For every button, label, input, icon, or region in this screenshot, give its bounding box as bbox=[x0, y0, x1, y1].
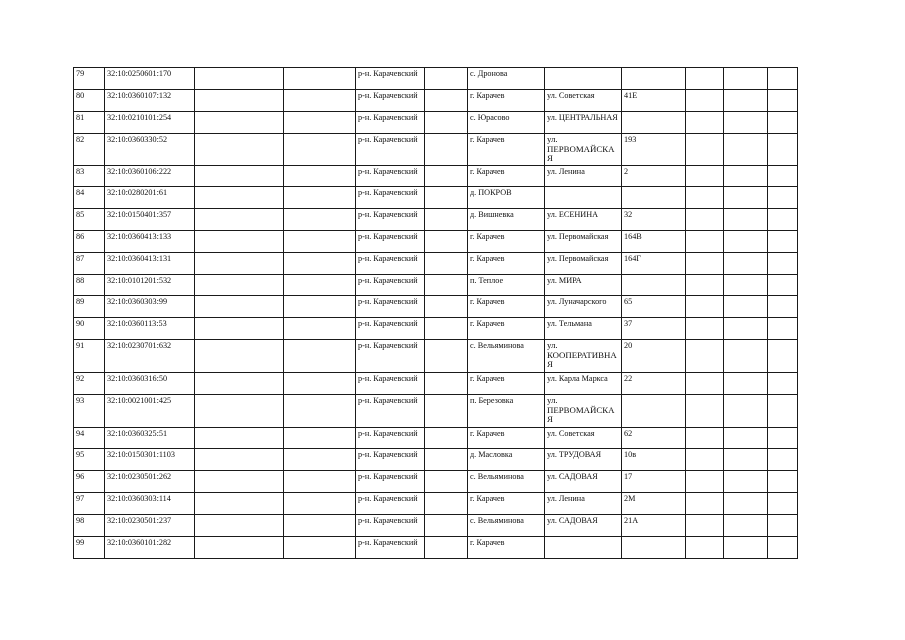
locality-cell: г. Карачев bbox=[468, 493, 545, 515]
cell-6-cell bbox=[425, 515, 468, 537]
cell-10-cell bbox=[686, 253, 724, 275]
district-cell: р-н. Карачевский bbox=[356, 112, 425, 134]
street-cell: ул. Советская bbox=[545, 90, 622, 112]
cell-4-cell bbox=[284, 275, 356, 296]
row-number-cell: 83 bbox=[74, 166, 105, 187]
cell-11-cell bbox=[724, 166, 768, 187]
cell-10-cell bbox=[686, 187, 724, 209]
street-cell: ул. ПЕРВОМАЙСКАЯ bbox=[545, 134, 622, 166]
cell-3-cell bbox=[195, 340, 284, 373]
district-cell: р-н. Карачевский bbox=[356, 166, 425, 187]
cell-11-cell bbox=[724, 537, 768, 559]
cadastral-number-cell: 32:10:0360325:51 bbox=[105, 428, 195, 449]
cadastral-number-cell: 32:10:0360107:132 bbox=[105, 90, 195, 112]
cell-3-cell bbox=[195, 428, 284, 449]
table-row bbox=[74, 187, 798, 209]
row-number-cell: 79 bbox=[74, 68, 105, 90]
street-cell: ул. Советская bbox=[545, 428, 622, 449]
street-cell: ул. Ленина bbox=[545, 493, 622, 515]
cell-6-cell bbox=[425, 112, 468, 134]
house-number-cell bbox=[622, 275, 686, 296]
locality-cell: с. Вельяминова bbox=[468, 471, 545, 493]
registry-body bbox=[74, 68, 798, 559]
cell-6-cell bbox=[425, 166, 468, 187]
table-row bbox=[74, 231, 798, 253]
cell-6-cell bbox=[425, 373, 468, 395]
cell-12-cell bbox=[768, 428, 798, 449]
street-cell: ул. ПЕРВОМАЙСКАЯ bbox=[545, 395, 622, 428]
house-number-cell bbox=[622, 395, 686, 428]
house-number-cell bbox=[622, 537, 686, 559]
cell-11-cell bbox=[724, 395, 768, 428]
row-number-cell: 81 bbox=[74, 112, 105, 134]
cell-4-cell bbox=[284, 112, 356, 134]
cell-10-cell bbox=[686, 373, 724, 395]
district-cell: р-н. Карачевский bbox=[356, 428, 425, 449]
cell-3-cell bbox=[195, 134, 284, 166]
cell-6-cell bbox=[425, 253, 468, 275]
table-row bbox=[74, 449, 798, 471]
cell-10-cell bbox=[686, 112, 724, 134]
street-cell bbox=[545, 537, 622, 559]
table-row bbox=[74, 373, 798, 395]
row-number-cell: 95 bbox=[74, 449, 105, 471]
cell-4-cell bbox=[284, 515, 356, 537]
row-number-cell: 97 bbox=[74, 493, 105, 515]
locality-cell: г. Карачев bbox=[468, 537, 545, 559]
cell-11-cell bbox=[724, 449, 768, 471]
cell-12-cell bbox=[768, 166, 798, 187]
street-cell: ул. Тельмана bbox=[545, 318, 622, 340]
cell-10-cell bbox=[686, 471, 724, 493]
cadastral-number-cell: 32:10:0360106:222 bbox=[105, 166, 195, 187]
cell-12-cell bbox=[768, 209, 798, 231]
street-cell: ул. Луначарского bbox=[545, 296, 622, 318]
cell-12-cell bbox=[768, 395, 798, 428]
cadastral-number-cell: 32:10:0360101:282 bbox=[105, 537, 195, 559]
cell-10-cell bbox=[686, 166, 724, 187]
cadastral-number-cell: 32:10:0230701:632 bbox=[105, 340, 195, 373]
cell-12-cell bbox=[768, 187, 798, 209]
cell-4-cell bbox=[284, 537, 356, 559]
street-cell: ул. Первомайская bbox=[545, 231, 622, 253]
district-cell: р-н. Карачевский bbox=[356, 187, 425, 209]
cell-3-cell bbox=[195, 395, 284, 428]
table-row bbox=[74, 68, 798, 90]
row-number-cell: 82 bbox=[74, 134, 105, 166]
district-cell: р-н. Карачевский bbox=[356, 449, 425, 471]
district-cell: р-н. Карачевский bbox=[356, 209, 425, 231]
house-number-cell: 20 bbox=[622, 340, 686, 373]
row-number-cell: 88 bbox=[74, 275, 105, 296]
district-cell: р-н. Карачевский bbox=[356, 134, 425, 166]
district-cell: р-н. Карачевский bbox=[356, 231, 425, 253]
house-number-cell bbox=[622, 68, 686, 90]
district-cell: р-н. Карачевский bbox=[356, 515, 425, 537]
row-number-cell: 92 bbox=[74, 373, 105, 395]
cadastral-number-cell: 32:10:0360316:50 bbox=[105, 373, 195, 395]
house-number-cell: 32 bbox=[622, 209, 686, 231]
cell-6-cell bbox=[425, 296, 468, 318]
cell-3-cell bbox=[195, 515, 284, 537]
cell-12-cell bbox=[768, 253, 798, 275]
cell-6-cell bbox=[425, 537, 468, 559]
cell-4-cell bbox=[284, 134, 356, 166]
cadastral-number-cell: 32:10:0250601:170 bbox=[105, 68, 195, 90]
house-number-cell: 10в bbox=[622, 449, 686, 471]
cell-3-cell bbox=[195, 493, 284, 515]
cell-3-cell bbox=[195, 112, 284, 134]
cadastral-number-cell: 32:10:0150401:357 bbox=[105, 209, 195, 231]
row-number-cell: 89 bbox=[74, 296, 105, 318]
cell-3-cell bbox=[195, 68, 284, 90]
cell-6-cell bbox=[425, 134, 468, 166]
cell-10-cell bbox=[686, 340, 724, 373]
street-cell bbox=[545, 187, 622, 209]
cell-3-cell bbox=[195, 187, 284, 209]
cell-10-cell bbox=[686, 296, 724, 318]
row-number-cell: 91 bbox=[74, 340, 105, 373]
cell-6-cell bbox=[425, 471, 468, 493]
district-cell: р-н. Карачевский bbox=[356, 296, 425, 318]
cell-4-cell bbox=[284, 296, 356, 318]
row-number-cell: 90 bbox=[74, 318, 105, 340]
locality-cell: с. Вельяминова bbox=[468, 340, 545, 373]
house-number-cell: 2 bbox=[622, 166, 686, 187]
street-cell: ул. Первомайская bbox=[545, 253, 622, 275]
cell-3-cell bbox=[195, 90, 284, 112]
district-cell: р-н. Карачевский bbox=[356, 253, 425, 275]
cadastral-number-cell: 32:10:0360413:133 bbox=[105, 231, 195, 253]
street-cell: ул. ЕСЕНИНА bbox=[545, 209, 622, 231]
cell-11-cell bbox=[724, 515, 768, 537]
cell-6-cell bbox=[425, 428, 468, 449]
table-row bbox=[74, 340, 798, 373]
cell-3-cell bbox=[195, 471, 284, 493]
cell-4-cell bbox=[284, 68, 356, 90]
table-row bbox=[74, 112, 798, 134]
cell-11-cell bbox=[724, 318, 768, 340]
cell-11-cell bbox=[724, 493, 768, 515]
locality-cell: п. Теплое bbox=[468, 275, 545, 296]
district-cell: р-н. Карачевский bbox=[356, 340, 425, 373]
locality-cell: г. Карачев bbox=[468, 231, 545, 253]
table-row bbox=[74, 515, 798, 537]
cell-11-cell bbox=[724, 373, 768, 395]
cell-12-cell bbox=[768, 134, 798, 166]
cell-11-cell bbox=[724, 253, 768, 275]
cell-11-cell bbox=[724, 340, 768, 373]
table-row bbox=[74, 318, 798, 340]
cadastral-number-cell: 32:10:0360330:52 bbox=[105, 134, 195, 166]
row-number-cell: 86 bbox=[74, 231, 105, 253]
cadastral-number-cell: 32:10:0150301:1103 bbox=[105, 449, 195, 471]
cell-4-cell bbox=[284, 253, 356, 275]
cell-11-cell bbox=[724, 231, 768, 253]
cell-10-cell bbox=[686, 537, 724, 559]
table-row bbox=[74, 493, 798, 515]
cell-6-cell bbox=[425, 209, 468, 231]
locality-cell: г. Карачев bbox=[468, 428, 545, 449]
cell-10-cell bbox=[686, 449, 724, 471]
cell-10-cell bbox=[686, 134, 724, 166]
cell-12-cell bbox=[768, 68, 798, 90]
district-cell: р-н. Карачевский bbox=[356, 68, 425, 90]
table-row bbox=[74, 209, 798, 231]
cell-6-cell bbox=[425, 90, 468, 112]
locality-cell: д. ПОКРОВ bbox=[468, 187, 545, 209]
locality-cell: г. Карачев bbox=[468, 373, 545, 395]
cell-12-cell bbox=[768, 296, 798, 318]
cell-3-cell bbox=[195, 166, 284, 187]
street-cell: ул. ТРУДОВАЯ bbox=[545, 449, 622, 471]
cell-4-cell bbox=[284, 187, 356, 209]
cell-3-cell bbox=[195, 253, 284, 275]
cell-12-cell bbox=[768, 449, 798, 471]
row-number-cell: 93 bbox=[74, 395, 105, 428]
cadastral-number-cell: 32:10:0360113:53 bbox=[105, 318, 195, 340]
locality-cell: с. Юрасово bbox=[468, 112, 545, 134]
cell-4-cell bbox=[284, 231, 356, 253]
street-cell: ул. САДОВАЯ bbox=[545, 515, 622, 537]
street-cell: ул. ЦЕНТРАЛЬНАЯ bbox=[545, 112, 622, 134]
cell-10-cell bbox=[686, 318, 724, 340]
locality-cell: д. Вишневка bbox=[468, 209, 545, 231]
cell-3-cell bbox=[195, 231, 284, 253]
cell-10-cell bbox=[686, 515, 724, 537]
district-cell: р-н. Карачевский bbox=[356, 373, 425, 395]
street-cell: ул. Карла Маркса bbox=[545, 373, 622, 395]
house-number-cell: 22 bbox=[622, 373, 686, 395]
row-number-cell: 94 bbox=[74, 428, 105, 449]
locality-cell: п. Березовка bbox=[468, 395, 545, 428]
cell-6-cell bbox=[425, 395, 468, 428]
cell-6-cell bbox=[425, 187, 468, 209]
cell-12-cell bbox=[768, 340, 798, 373]
cell-11-cell bbox=[724, 90, 768, 112]
cell-4-cell bbox=[284, 340, 356, 373]
district-cell: р-н. Карачевский bbox=[356, 471, 425, 493]
house-number-cell: 37 bbox=[622, 318, 686, 340]
cadastral-number-cell: 32:10:0360413:131 bbox=[105, 253, 195, 275]
district-cell: р-н. Карачевский bbox=[356, 493, 425, 515]
cell-12-cell bbox=[768, 515, 798, 537]
cell-11-cell bbox=[724, 209, 768, 231]
locality-cell: с. Дронова bbox=[468, 68, 545, 90]
cadastral-number-cell: 32:10:0230501:237 bbox=[105, 515, 195, 537]
cell-12-cell bbox=[768, 231, 798, 253]
street-cell: ул. КООПЕРАТИВНАЯ bbox=[545, 340, 622, 373]
cell-11-cell bbox=[724, 187, 768, 209]
row-number-cell: 96 bbox=[74, 471, 105, 493]
cell-4-cell bbox=[284, 90, 356, 112]
district-cell: р-н. Карачевский bbox=[356, 90, 425, 112]
cell-11-cell bbox=[724, 428, 768, 449]
cell-6-cell bbox=[425, 231, 468, 253]
cell-4-cell bbox=[284, 166, 356, 187]
cadastral-number-cell: 32:10:0210101:254 bbox=[105, 112, 195, 134]
cell-6-cell bbox=[425, 340, 468, 373]
cell-3-cell bbox=[195, 209, 284, 231]
house-number-cell: 164Г bbox=[622, 253, 686, 275]
table-row bbox=[74, 253, 798, 275]
row-number-cell: 87 bbox=[74, 253, 105, 275]
cadastral-number-cell: 32:10:0360303:114 bbox=[105, 493, 195, 515]
row-number-cell: 99 bbox=[74, 537, 105, 559]
table-row bbox=[74, 395, 798, 428]
table-row bbox=[74, 166, 798, 187]
cell-10-cell bbox=[686, 231, 724, 253]
cell-12-cell bbox=[768, 112, 798, 134]
table-row bbox=[74, 134, 798, 166]
cell-10-cell bbox=[686, 428, 724, 449]
house-number-cell: 65 bbox=[622, 296, 686, 318]
district-cell: р-н. Карачевский bbox=[356, 537, 425, 559]
row-number-cell: 85 bbox=[74, 209, 105, 231]
house-number-cell bbox=[622, 187, 686, 209]
cadastral-number-cell: 32:10:0360303:99 bbox=[105, 296, 195, 318]
locality-cell: г. Карачев bbox=[468, 134, 545, 166]
row-number-cell: 98 bbox=[74, 515, 105, 537]
cadastral-number-cell: 32:10:0230501:262 bbox=[105, 471, 195, 493]
house-number-cell: 164В bbox=[622, 231, 686, 253]
cell-4-cell bbox=[284, 428, 356, 449]
cell-6-cell bbox=[425, 318, 468, 340]
locality-cell: г. Карачев bbox=[468, 90, 545, 112]
cell-4-cell bbox=[284, 395, 356, 428]
cell-12-cell bbox=[768, 471, 798, 493]
row-number-cell: 80 bbox=[74, 90, 105, 112]
cell-3-cell bbox=[195, 373, 284, 395]
cell-10-cell bbox=[686, 68, 724, 90]
table-row bbox=[74, 537, 798, 559]
street-cell: ул. Ленина bbox=[545, 166, 622, 187]
cell-11-cell bbox=[724, 471, 768, 493]
cadastral-number-cell: 32:10:0101201:532 bbox=[105, 275, 195, 296]
cell-6-cell bbox=[425, 493, 468, 515]
street-cell: ул. САДОВАЯ bbox=[545, 471, 622, 493]
cell-4-cell bbox=[284, 318, 356, 340]
cell-12-cell bbox=[768, 318, 798, 340]
locality-cell: г. Карачев bbox=[468, 318, 545, 340]
house-number-cell: 193 bbox=[622, 134, 686, 166]
house-number-cell: 17 bbox=[622, 471, 686, 493]
cell-10-cell bbox=[686, 275, 724, 296]
house-number-cell bbox=[622, 112, 686, 134]
cell-4-cell bbox=[284, 471, 356, 493]
street-cell bbox=[545, 68, 622, 90]
cell-10-cell bbox=[686, 90, 724, 112]
cell-12-cell bbox=[768, 90, 798, 112]
cell-4-cell bbox=[284, 449, 356, 471]
cell-12-cell bbox=[768, 275, 798, 296]
cell-11-cell bbox=[724, 134, 768, 166]
cell-12-cell bbox=[768, 537, 798, 559]
cell-6-cell bbox=[425, 68, 468, 90]
district-cell: р-н. Карачевский bbox=[356, 318, 425, 340]
cell-3-cell bbox=[195, 275, 284, 296]
cell-12-cell bbox=[768, 373, 798, 395]
row-number-cell: 84 bbox=[74, 187, 105, 209]
cadastral-number-cell: 32:10:0021001:425 bbox=[105, 395, 195, 428]
district-cell: р-н. Карачевский bbox=[356, 275, 425, 296]
table-row bbox=[74, 471, 798, 493]
cell-4-cell bbox=[284, 493, 356, 515]
district-cell: р-н. Карачевский bbox=[356, 395, 425, 428]
cell-3-cell bbox=[195, 318, 284, 340]
table-row bbox=[74, 296, 798, 318]
cell-11-cell bbox=[724, 275, 768, 296]
cell-10-cell bbox=[686, 209, 724, 231]
cell-10-cell bbox=[686, 493, 724, 515]
table-row bbox=[74, 90, 798, 112]
table-row bbox=[74, 275, 798, 296]
locality-cell: с. Вельяминова bbox=[468, 515, 545, 537]
cell-11-cell bbox=[724, 68, 768, 90]
house-number-cell: 41Е bbox=[622, 90, 686, 112]
house-number-cell: 62 bbox=[622, 428, 686, 449]
house-number-cell: 21А bbox=[622, 515, 686, 537]
cell-10-cell bbox=[686, 395, 724, 428]
cell-11-cell bbox=[724, 112, 768, 134]
cell-11-cell bbox=[724, 296, 768, 318]
cell-6-cell bbox=[425, 449, 468, 471]
locality-cell: г. Карачев bbox=[468, 296, 545, 318]
locality-cell: г. Карачев bbox=[468, 253, 545, 275]
cadastral-number-cell: 32:10:0280201:61 bbox=[105, 187, 195, 209]
locality-cell: г. Карачев bbox=[468, 166, 545, 187]
table-row bbox=[74, 428, 798, 449]
house-number-cell: 2М bbox=[622, 493, 686, 515]
street-cell: ул. МИРА bbox=[545, 275, 622, 296]
cell-3-cell bbox=[195, 449, 284, 471]
registry-table bbox=[73, 67, 798, 559]
cell-3-cell bbox=[195, 296, 284, 318]
locality-cell: д. Масловка bbox=[468, 449, 545, 471]
cell-12-cell bbox=[768, 493, 798, 515]
cell-4-cell bbox=[284, 209, 356, 231]
cell-4-cell bbox=[284, 373, 356, 395]
cell-6-cell bbox=[425, 275, 468, 296]
cell-3-cell bbox=[195, 537, 284, 559]
